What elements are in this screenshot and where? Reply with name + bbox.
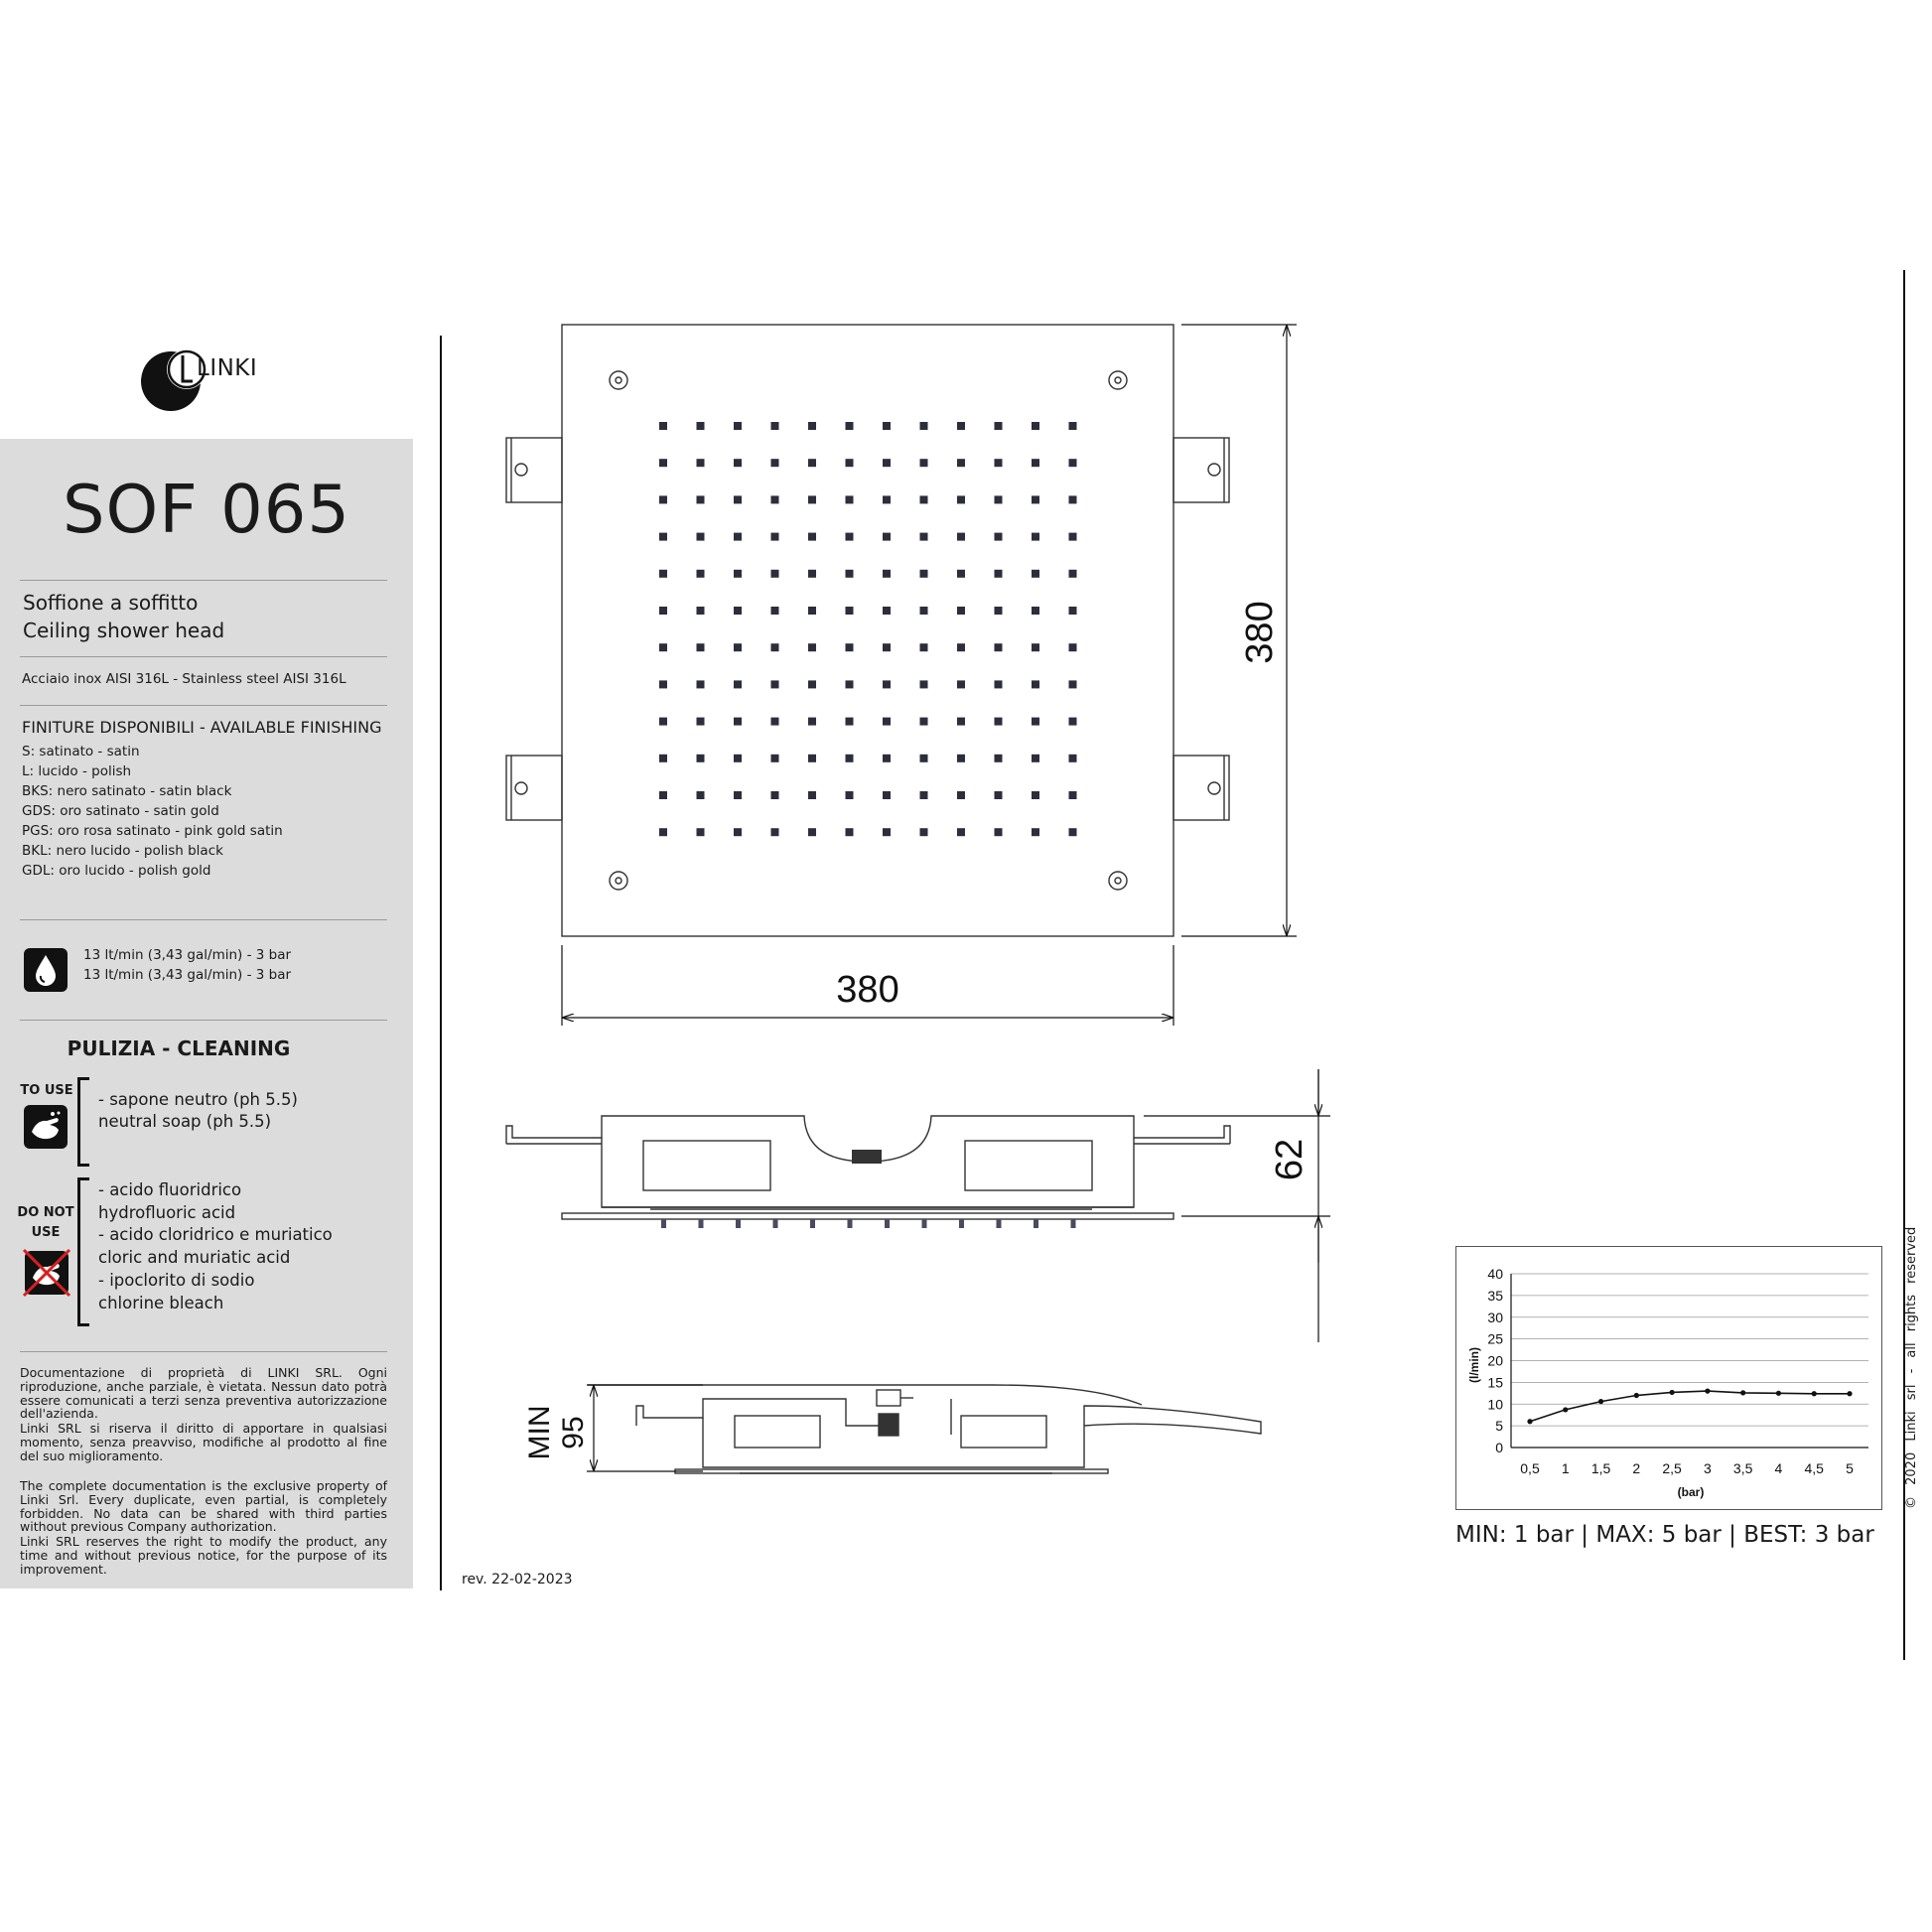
nozzle <box>808 495 816 503</box>
flow-rate-chart <box>1455 1246 1882 1510</box>
nozzle <box>846 680 854 688</box>
nozzle <box>697 533 705 541</box>
nozzle <box>1069 791 1077 799</box>
min-height-value: 95 <box>557 1416 590 1449</box>
legal-notice-en: The complete documentation is the exclusive property of Linki Srl. Every duplicate, even partial, is completely forbidden. No data can be shared with third parties without previous Company authorization. <box>20 1478 387 1535</box>
nozzle <box>734 718 742 726</box>
x-tick-label: 3 <box>1703 1460 1712 1476</box>
nozzle <box>659 459 667 467</box>
nozzle <box>734 533 742 541</box>
nozzle-stub <box>661 1219 666 1228</box>
nozzle <box>995 570 1003 578</box>
nozzle-stub <box>959 1219 964 1228</box>
nozzle <box>734 680 742 688</box>
nozzle <box>734 791 742 799</box>
nozzle <box>697 718 705 726</box>
finishing-item: BKL: nero lucido - polish black <box>22 843 223 859</box>
do-not-use-item: - ipoclorito di sodio <box>98 1270 255 1290</box>
nozzle <box>1032 828 1039 836</box>
nozzle-stub <box>885 1219 890 1228</box>
x-tick-label: 5 <box>1846 1460 1854 1476</box>
nozzle <box>883 643 891 651</box>
legal-notice-it: Linki SRL si riserva il diritto di apportare in qualsiasi momento, senza preavviso, modifiche al prodotto al fine del suo miglioramento. <box>20 1421 387 1463</box>
nozzle-stub <box>1034 1219 1038 1228</box>
nozzle <box>995 791 1003 799</box>
do-not-use-item: cloric and muriatic acid <box>98 1248 291 1268</box>
nozzle <box>1032 680 1039 688</box>
side-nozzles <box>661 1219 1076 1228</box>
nozzle <box>1069 533 1077 541</box>
data-point <box>1598 1399 1603 1404</box>
nozzle <box>995 828 1003 836</box>
nozzle-stub <box>736 1219 741 1228</box>
nozzle <box>734 607 742 615</box>
nozzle-stub <box>848 1219 853 1228</box>
y-axis-label: (l/min) <box>1467 1347 1481 1383</box>
model-code: SOF 065 <box>63 471 350 548</box>
nozzle <box>920 718 928 726</box>
to-use-item: neutral soap (ph 5.5) <box>98 1112 272 1131</box>
nozzle-grid <box>659 422 1077 836</box>
x-tick-label: 3,5 <box>1732 1460 1753 1476</box>
nozzle <box>697 607 705 615</box>
nozzle <box>883 791 891 799</box>
data-point <box>1563 1407 1568 1412</box>
nozzle <box>734 570 742 578</box>
nozzle <box>771 422 779 430</box>
nozzle <box>1069 495 1077 503</box>
nozzle <box>920 495 928 503</box>
installation-view <box>588 1385 1261 1473</box>
y-tick-label: 40 <box>1487 1266 1503 1282</box>
nozzle <box>1069 755 1077 762</box>
nozzle <box>697 459 705 467</box>
nozzle <box>1032 570 1039 578</box>
nozzle <box>1069 459 1077 467</box>
x-tick-label: 2,5 <box>1662 1460 1682 1476</box>
nozzle <box>1069 607 1077 615</box>
nozzle <box>883 533 891 541</box>
nozzle <box>995 533 1003 541</box>
nozzle <box>957 680 965 688</box>
copyright: © 2020 Linki srl - all rights reserved <box>1904 1226 1919 1509</box>
nozzle <box>920 533 928 541</box>
nozzle <box>920 643 928 651</box>
brand-name: LINKI <box>197 355 258 381</box>
nozzle <box>771 828 779 836</box>
nozzle <box>883 495 891 503</box>
nozzle-stub <box>810 1219 815 1228</box>
nozzle <box>920 459 928 467</box>
nozzle <box>883 680 891 688</box>
thickness-dimension <box>1144 1069 1330 1342</box>
nozzle <box>957 570 965 578</box>
nozzle <box>846 459 854 467</box>
nozzle <box>659 680 667 688</box>
finishing-item: S: satinato - satin <box>22 744 140 759</box>
side-view <box>506 1116 1230 1219</box>
material: Acciaio inox AISI 316L - Stainless steel AISI 316L <box>22 671 346 687</box>
nozzle <box>659 755 667 762</box>
nozzle <box>734 755 742 762</box>
nozzle <box>920 607 928 615</box>
nozzle-stub <box>997 1219 1002 1228</box>
chart-x-ticks <box>1520 1460 1854 1476</box>
nozzle <box>995 680 1003 688</box>
legal-notice-it: Documentazione di proprietà di LINKI SRL. Ogni riproduzione, anche parziale, è vietata. Nessun dato potrà essere comunicati a terzi senza preventiva autorizzazione dell'azienda. <box>20 1365 387 1422</box>
nozzle <box>957 718 965 726</box>
nozzle <box>808 607 816 615</box>
nozzle <box>697 828 705 836</box>
nozzle <box>1069 643 1077 651</box>
nozzle <box>883 755 891 762</box>
nozzle <box>659 828 667 836</box>
y-tick-label: 0 <box>1495 1440 1503 1455</box>
nozzle <box>846 791 854 799</box>
nozzle <box>957 459 965 467</box>
nozzle <box>1032 718 1039 726</box>
nozzle <box>1032 495 1039 503</box>
data-point <box>1670 1390 1675 1395</box>
data-point <box>1634 1393 1639 1398</box>
description-en: Ceiling shower head <box>23 619 225 642</box>
do-not-use-item: chlorine bleach <box>98 1293 224 1312</box>
nozzle <box>1032 643 1039 651</box>
y-tick-label: 5 <box>1495 1418 1503 1435</box>
nozzle <box>920 828 928 836</box>
y-tick-label: 35 <box>1487 1287 1503 1304</box>
nozzle <box>697 680 705 688</box>
nozzle <box>697 791 705 799</box>
nozzle <box>846 533 854 541</box>
nozzle <box>1069 718 1077 726</box>
chart-grid <box>1511 1274 1868 1448</box>
height-dimension-label: 380 <box>1239 601 1281 664</box>
nozzle <box>808 643 816 651</box>
nozzle <box>771 680 779 688</box>
x-tick-label: 1,5 <box>1590 1460 1611 1476</box>
nozzle <box>734 828 742 836</box>
do-not-use-label: USE <box>31 1225 61 1240</box>
x-tick-label: 4,5 <box>1804 1460 1824 1476</box>
nozzle <box>808 570 816 578</box>
nozzle <box>808 680 816 688</box>
nozzle <box>846 718 854 726</box>
y-tick-label: 15 <box>1487 1374 1503 1391</box>
description-it: Soffione a soffitto <box>23 591 199 615</box>
nozzle <box>920 755 928 762</box>
nozzle <box>920 680 928 688</box>
nozzle <box>697 570 705 578</box>
nozzle <box>1032 422 1039 430</box>
nozzle <box>883 459 891 467</box>
min-height-label: MIN <box>523 1405 556 1460</box>
nozzle <box>957 643 965 651</box>
top-view <box>506 325 1229 936</box>
y-tick-label: 30 <box>1487 1309 1503 1325</box>
nozzle <box>995 607 1003 615</box>
nozzle <box>697 643 705 651</box>
nozzle-stub <box>773 1219 778 1228</box>
nozzle-stub <box>1071 1219 1076 1228</box>
nozzle <box>995 459 1003 467</box>
nozzle <box>808 755 816 762</box>
nozzle <box>771 459 779 467</box>
nozzle <box>883 607 891 615</box>
nozzle <box>920 791 928 799</box>
nozzle <box>1032 791 1039 799</box>
do-not-use-item: hydrofluoric acid <box>98 1202 236 1222</box>
nozzle <box>957 533 965 541</box>
nozzle <box>697 755 705 762</box>
do-not-use-label: DO NOT <box>17 1205 74 1220</box>
nozzle <box>846 422 854 430</box>
nozzle <box>883 422 891 430</box>
nozzle <box>957 495 965 503</box>
nozzle <box>957 828 965 836</box>
nozzle <box>957 422 965 430</box>
x-tick-label: 0,5 <box>1520 1460 1540 1476</box>
data-point <box>1527 1419 1532 1424</box>
nozzle <box>1069 828 1077 836</box>
nozzle <box>659 422 667 430</box>
flow-rate: 13 lt/min (3,43 gal/min) - 3 bar <box>83 967 292 983</box>
data-point <box>1812 1391 1817 1396</box>
nozzle <box>920 422 928 430</box>
nozzle <box>1069 570 1077 578</box>
to-use-item: - sapone neutro (ph 5.5) <box>98 1090 298 1109</box>
nozzle <box>659 607 667 615</box>
cleaning-title: PULIZIA - CLEANING <box>67 1036 291 1060</box>
nozzle <box>995 422 1003 430</box>
y-tick-label: 20 <box>1487 1352 1503 1369</box>
nozzle <box>846 607 854 615</box>
nozzle-stub <box>699 1219 704 1228</box>
nozzle <box>846 495 854 503</box>
to-use-label: TO USE <box>20 1083 73 1098</box>
finishing-item: GDS: oro satinato - satin gold <box>22 803 219 819</box>
x-tick-label: 2 <box>1632 1460 1641 1476</box>
nozzle <box>846 570 854 578</box>
nozzle <box>957 755 965 762</box>
nozzle <box>1032 459 1039 467</box>
nozzle-stub <box>922 1219 927 1228</box>
nozzle <box>734 495 742 503</box>
nozzle <box>808 459 816 467</box>
nozzle <box>883 570 891 578</box>
nozzle <box>846 828 854 836</box>
pressure-range: MIN: 1 bar | MAX: 5 bar | BEST: 3 bar <box>1455 1522 1874 1548</box>
nozzle <box>995 495 1003 503</box>
finishing-title: FINITURE DISPONIBILI - AVAILABLE FINISHING <box>22 718 382 737</box>
nozzle <box>883 828 891 836</box>
nozzle <box>808 718 816 726</box>
flow-series-line <box>1530 1391 1850 1422</box>
nozzle <box>995 643 1003 651</box>
nozzle <box>659 533 667 541</box>
nozzle <box>771 755 779 762</box>
nozzle <box>659 570 667 578</box>
nozzle <box>920 570 928 578</box>
nozzle <box>659 643 667 651</box>
nozzle <box>697 495 705 503</box>
nozzle <box>1032 607 1039 615</box>
nozzle <box>771 495 779 503</box>
nozzle <box>734 459 742 467</box>
connector <box>852 1150 882 1164</box>
nozzle <box>771 643 779 651</box>
nozzle <box>1032 755 1039 762</box>
finishing-item: L: lucido - polish <box>22 763 132 779</box>
finishing-item: GDL: oro lucido - polish gold <box>22 863 211 879</box>
flow-rate: 13 lt/min (3,43 gal/min) - 3 bar <box>83 947 292 963</box>
x-tick-label: 4 <box>1774 1460 1783 1476</box>
y-tick-label: 25 <box>1487 1330 1503 1347</box>
nozzle <box>734 422 742 430</box>
nozzle <box>659 718 667 726</box>
thickness-dimension-label: 62 <box>1269 1138 1311 1181</box>
nozzle <box>1069 422 1077 430</box>
nozzle <box>995 755 1003 762</box>
nozzle <box>659 495 667 503</box>
x-tick-label: 1 <box>1561 1460 1570 1476</box>
data-point <box>1847 1391 1852 1396</box>
chart-y-ticks <box>1487 1266 1503 1455</box>
data-point <box>1705 1389 1710 1394</box>
nozzle <box>771 791 779 799</box>
data-point <box>1740 1390 1745 1395</box>
finishing-item: BKS: nero satinato - satin black <box>22 783 232 799</box>
nozzle <box>957 607 965 615</box>
nozzle <box>1069 680 1077 688</box>
nozzle <box>846 755 854 762</box>
finishing-item: PGS: oro rosa satinato - pink gold satin <box>22 823 283 839</box>
do-not-use-item: - acido fluoridrico <box>98 1180 242 1199</box>
data-point <box>1776 1391 1781 1396</box>
do-not-use-item: - acido cloridrico e muriatico <box>98 1225 333 1245</box>
width-dimension-label: 380 <box>836 969 899 1011</box>
y-tick-label: 10 <box>1487 1396 1503 1413</box>
nozzle <box>1032 533 1039 541</box>
nozzle <box>771 607 779 615</box>
nozzle <box>883 718 891 726</box>
revision-date: rev. 22-02-2023 <box>462 1572 573 1587</box>
nozzle <box>808 422 816 430</box>
nozzle <box>957 791 965 799</box>
nozzle <box>808 828 816 836</box>
nozzle <box>659 791 667 799</box>
legal-notice-en: Linki SRL reserves the right to modify the product, any time and without previous notice, for the purpose of its improvement. <box>20 1534 387 1577</box>
nozzle <box>808 791 816 799</box>
nozzle <box>846 643 854 651</box>
x-axis-label: (bar) <box>1677 1485 1705 1499</box>
min-height-dimension <box>587 1385 703 1471</box>
nozzle <box>995 718 1003 726</box>
nozzle <box>734 643 742 651</box>
nozzle <box>808 533 816 541</box>
nozzle <box>697 422 705 430</box>
nozzle <box>771 533 779 541</box>
nozzle <box>771 570 779 578</box>
nozzle <box>771 718 779 726</box>
